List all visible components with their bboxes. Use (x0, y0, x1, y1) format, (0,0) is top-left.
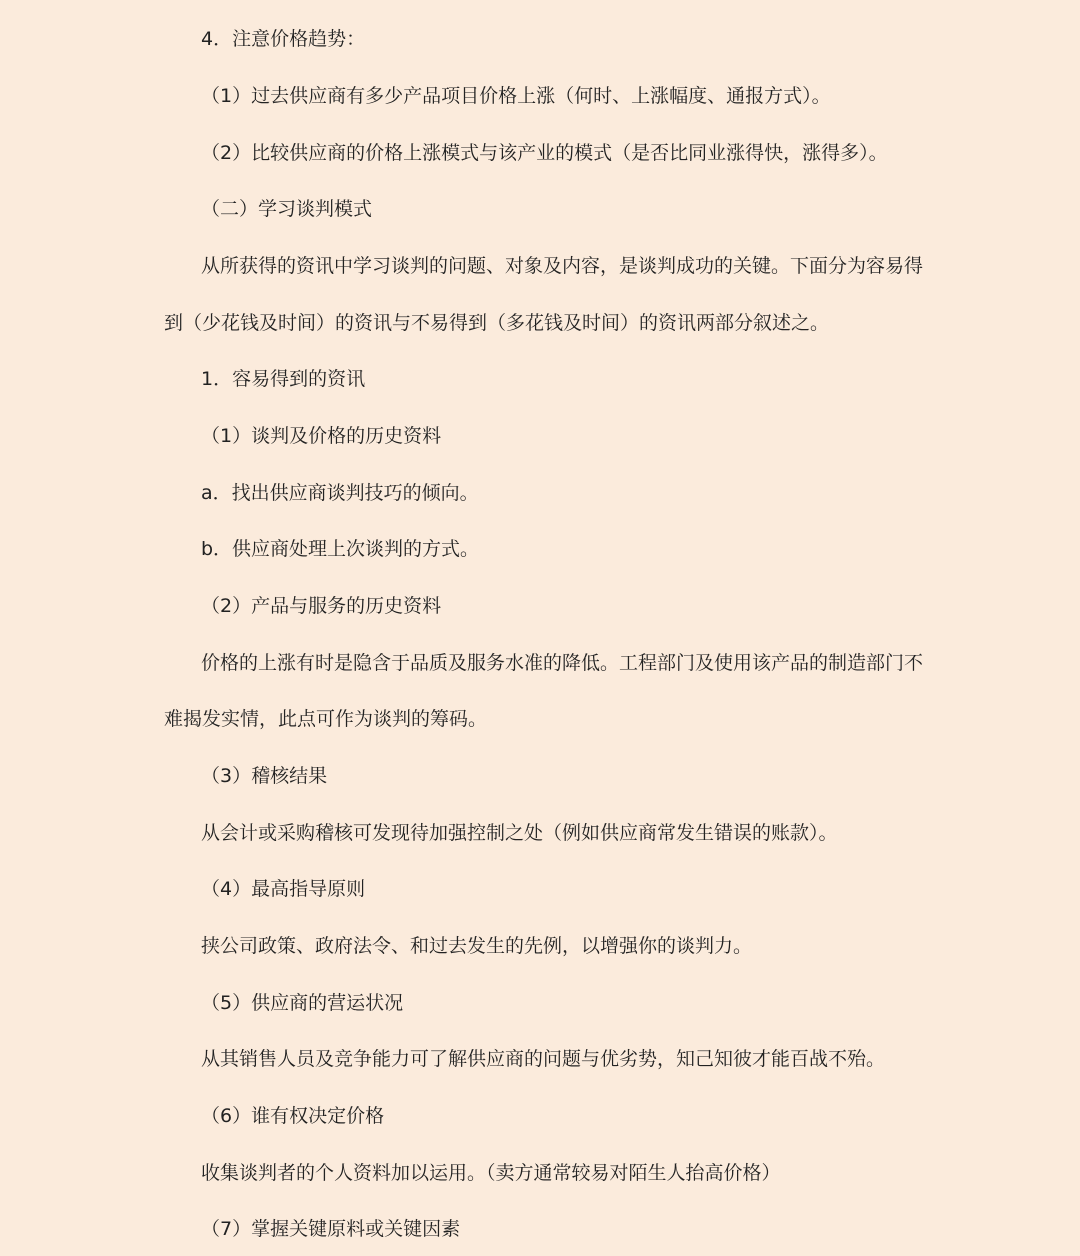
subheading-negotiation-history: （1）谈判及价格的历史资料 (201, 425, 442, 447)
paragraph-text: 价格的上涨有时是隐含于品质及服务水准的降低。工程部门及使用该产品的制造部门不 (201, 652, 924, 674)
list-item-b: b．供应商处理上次谈判的方式。 (201, 538, 480, 560)
subheading-supplier-operations: （5）供应商的营运状况 (201, 992, 404, 1014)
item-compare-increase-pattern: （2）比较供应商的价格上涨模式与该产业的模式（是否比同业涨得快，涨得多）。 (201, 142, 888, 164)
paragraph-text-continued: 难揭发实情，此点可作为谈判的筹码。 (164, 708, 488, 730)
subheading-audit-results: （3）稽核结果 (201, 765, 328, 787)
subheading-key-materials: （7）掌握关键原料或关键因素 (201, 1218, 461, 1240)
heading-price-trend: 4．注意价格趋势： (201, 28, 366, 50)
heading-easy-info: 1．容易得到的资讯 (201, 368, 366, 390)
paragraph-text: 收集谈判者的个人资料加以运用。（卖方通常较易对陌生人抬高价格） (201, 1162, 781, 1184)
paragraph-text-continued: 到（少花钱及时间）的资讯与不易得到（多花钱及时间）的资讯两部分叙述之。 (164, 312, 830, 334)
paragraph-text: 从会计或采购稽核可发现待加强控制之处（例如供应商常发生错误的账款）。 (201, 822, 838, 844)
subheading-product-history: （2）产品与服务的历史资料 (201, 595, 442, 617)
section-heading-learn-model: （二）学习谈判模式 (201, 198, 373, 220)
item-price-increase-history: （1）过去供应商有多少产品项目价格上涨（何时、上涨幅度、通报方式）。 (201, 85, 831, 107)
paragraph-text: 从其销售人员及竞争能力可了解供应商的问题与优劣势，知己知彼才能百战不殆。 (201, 1048, 886, 1070)
list-item-a: a．找出供应商谈判技巧的倾向。 (201, 482, 479, 504)
paragraph-text: 挟公司政策、政府法令、和过去发生的先例，以增强你的谈判力。 (201, 935, 753, 957)
paragraph-text: 从所获得的资讯中学习谈判的问题、对象及内容，是谈判成功的关键。下面分为容易得 (201, 255, 924, 277)
subheading-who-decides-price: （6）谁有权决定价格 (201, 1105, 385, 1127)
subheading-guiding-principle: （4）最高指导原则 (201, 878, 366, 900)
